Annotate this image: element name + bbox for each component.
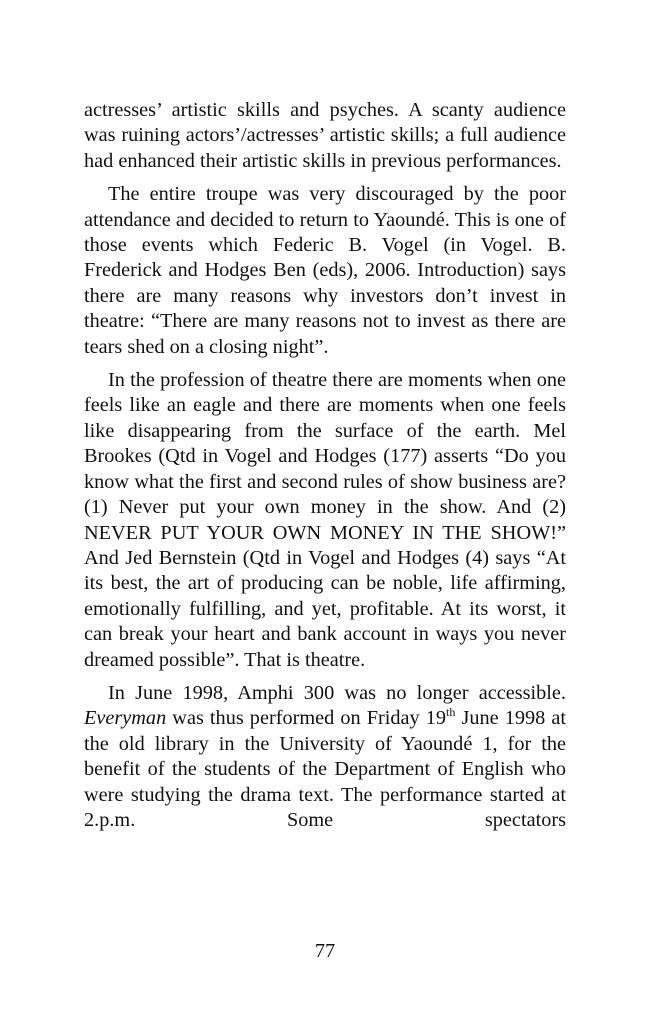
paragraph-4-rest: June 1998 at the old library in the University of Yaoundé 1, for the benefit of the students of the Department of English who were studying the drama text. The performance started at 2.p.m. Some spectators [84,707,566,831]
page-number: 77 [314,940,336,962]
paragraph-4-middle: was thus performed on Friday 19 [166,707,447,730]
ordinal-superscript: th [446,705,456,720]
paragraph-3: In the profession of theatre there are moments when one feels like an eagle and there are moments when one feels like disappearing from the surface of the earth. Mel Brookes (Qtd in Vogel and Hodges (177) asserts “Do you know what the first and second rules of show business are? (1) Never put your own money in the show. And (2) NEVER PUT YOUR OWN MONEY IN THE SHOW!” And Jed Bernstein (Qtd in Vogel and Hodges (4) says “At its best, the art of producing can be noble, life affirming, emotionally fulfilling, and yet, profitable. At its worst, it can break your heart and bank account in ways you never dreamed possible”. That is theatre. [84,369,566,671]
paragraph-2: The entire troupe was very discouraged by the poor attendance and decided to return to Yaoundé. This is one of those events which Federic B. Vogel (in Vogel. B. Frederick and Hodges Ben (eds), 2006. Introduction) says there are many reasons why investors don’t invest in theatre: “There are many reasons not to invest as there are tears shed on a closing night”. [84,183,566,358]
page-body [84,98,566,841]
paragraph-1: actresses’ artistic skills and psyches. A scanty audience was ruining actors’/actresses’ artistic skills; a full audience had enhanced their artistic skills in previous performances. [84,99,566,172]
play-title: Everyman [84,707,167,730]
paragraph-4-intro: In June 1998, Amphi 300 was no longer accessible. [108,681,566,704]
paragraph-4 [84,681,566,833]
